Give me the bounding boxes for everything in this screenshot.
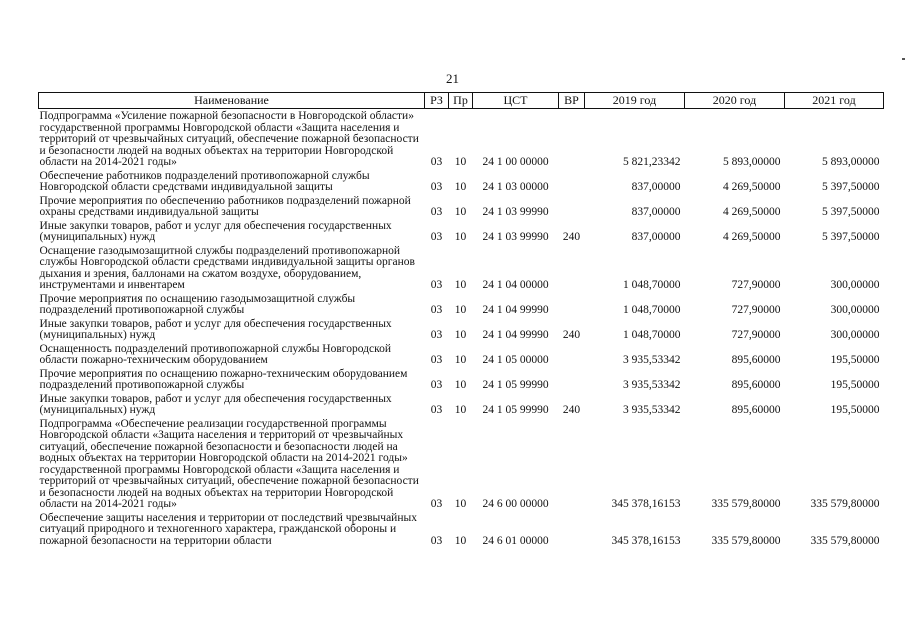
row-cst: 24 1 05 99990 [482,379,549,391]
row-vr [559,292,585,317]
table-row [39,109,884,169]
row-2021: 5 397,50000 [822,231,880,243]
row-2021: 300,00000 [830,304,880,316]
row-vr [559,109,585,169]
budget-table [38,92,884,547]
row-pr: 10 [454,181,467,193]
row-cst: 24 1 04 99990 [482,304,549,316]
row-vr [559,244,585,292]
table-row [39,219,884,244]
row-2019: 345 378,16153 [611,534,681,547]
row-2019: 1 048,70000 [623,304,681,316]
row-vr: 240 [562,231,581,243]
row-2019: 3 935,53342 [623,404,681,416]
row-vr [559,367,585,392]
row-2019: 837,00000 [631,231,681,243]
table-row [39,367,884,392]
row-2020: 335 579,80000 [711,534,781,547]
row-name: Подпрограмма «Обеспечение реализации государственной программы Новгородской области «Защита населения и территорий от чрезвычайных ситуаций, обеспечение пожарной безопасности и безопасности людей на водных объектах на территории Новгородской области на 2014-2021 годы» государственной программы Новгородской области «Защита населения и территорий от чрезвычайных ситуаций, обеспечение пожарной безопасности и безопасности людей на водных объектах на территории Новгородской области на 2014-2021 годы» [39,417,419,510]
row-2020: 4 269,50000 [723,231,781,243]
row-vr [559,417,585,511]
table-row [39,317,884,342]
row-name: Иные закупки товаров, работ и услуг для обеспечения государственных (муниципальных) нужд [39,219,392,243]
row-rz: 03 [430,206,443,218]
row-2021: 335 579,80000 [810,498,880,510]
row-vr: 240 [562,404,581,416]
table-body [39,109,884,548]
row-cst: 24 6 00 00000 [482,498,549,510]
row-name: Оснащение газодымозащитной службы подразделений противопожарной службы Новгородской области средствами индивидуальной защиты органов дыхания и зрения, баллонами на сжатом воздухе, оборудованием, инструментами и инвентарем [39,244,415,291]
row-2021: 300,00000 [830,329,880,341]
row-pr: 10 [454,206,467,218]
row-rz: 03 [430,231,443,243]
row-2019: 5 821,23342 [623,156,681,168]
row-2019: 3 935,53342 [623,354,681,366]
row-rz: 03 [430,379,443,391]
table-row [39,292,884,317]
row-pr: 10 [454,304,467,316]
row-name: Иные закупки товаров, работ и услуг для обеспечения государственных (муниципальных) нужд [39,392,392,416]
row-name: Подпрограмма «Усиление пожарной безопасности в Новгородской области» государственной программы Новгородской области «Защита населения и территорий от чрезвычайных ситуаций, обеспечение пожарной безопасности и безопасности людей на водных объектах на территории Новгородской области на 2014-2021 годы» [39,110,419,168]
row-rz: 03 [430,181,443,193]
table-row [39,417,884,511]
row-cst: 24 1 05 99990 [482,404,549,416]
row-rz: 03 [430,156,443,168]
row-pr: 10 [454,231,467,243]
table-row [39,169,884,194]
row-2020: 895,60000 [731,404,781,416]
row-cst: 24 1 04 99990 [482,329,549,341]
row-pr: 10 [454,329,467,341]
page-number: 21 [446,71,459,86]
table-header-row [39,93,884,109]
table-row [39,244,884,292]
row-2019: 3 935,53342 [623,379,681,391]
row-rz: 03 [430,354,443,366]
row-2020: 4 269,50000 [723,181,781,193]
row-name: Иные закупки товаров, работ и услуг для обеспечения государственных (муниципальных) нужд [39,317,392,341]
row-2021: 195,50000 [830,354,880,366]
header-2021: 2021 год [785,93,884,109]
header-pr: Пр [449,93,473,109]
row-2019: 1 048,70000 [623,279,681,291]
row-2020: 727,90000 [731,279,781,291]
table-row [39,392,884,417]
header-rz: РЗ [425,93,449,109]
row-name: Обеспечение защиты населения и территории от последствий чрезвычайных ситуаций природного и техногенного характера, гражданской обороны и пожарной безопасности на территории области [39,511,417,547]
row-vr [559,511,585,548]
row-name: Прочие мероприятия по обеспечению работников подразделений пожарной охраны средствами индивидуальной защиты [39,194,411,218]
row-2021: 5 397,50000 [822,206,880,218]
row-2020: 727,90000 [731,329,781,341]
row-2021: 335 579,80000 [810,534,880,547]
row-2019: 1 048,70000 [623,329,681,341]
table-row [39,511,884,548]
row-pr: 10 [454,354,467,366]
header-cst: ЦСТ [473,93,559,109]
row-rz: 03 [430,304,443,316]
table-row [39,342,884,367]
row-2019: 837,00000 [631,181,681,193]
row-cst: 24 1 03 00000 [482,181,549,193]
row-vr: 240 [562,329,581,341]
row-cst: 24 6 01 00000 [482,534,549,547]
row-pr: 10 [454,379,467,391]
row-rz: 03 [430,498,443,510]
header-2020: 2020 год [685,93,785,109]
row-name: Оснащенность подразделений противопожарной службы Новгородской области пожарно-техническим оборудованием [39,342,391,366]
row-pr: 10 [454,279,467,291]
row-2021: 5 893,00000 [822,156,880,168]
row-2019: 837,00000 [631,206,681,218]
header-vr: ВР [559,93,585,109]
row-vr [559,169,585,194]
row-2021: 5 397,50000 [822,181,880,193]
row-pr: 10 [454,156,467,168]
row-rz: 03 [430,329,443,341]
row-2020: 727,90000 [731,304,781,316]
row-2020: 5 893,00000 [723,156,781,168]
row-cst: 24 1 03 99990 [482,206,549,218]
row-cst: 24 1 00 00000 [482,156,549,168]
row-name: Прочие мероприятия по оснащению газодымозащитной службы подразделений противопожарной службы [39,292,356,316]
row-rz: 03 [430,279,443,291]
row-name: Прочие мероприятия по оснащению пожарно-техническим оборудованием подразделений противопожарной службы [39,367,408,391]
row-2020: 895,60000 [731,379,781,391]
row-pr: 10 [454,404,467,416]
row-rz: 03 [430,404,443,416]
row-vr [559,194,585,219]
header-2019: 2019 год [585,93,685,109]
row-cst: 24 1 05 00000 [482,354,549,366]
row-cst: 24 1 03 99990 [482,231,549,243]
row-pr: 10 [454,498,467,510]
row-2020: 4 269,50000 [723,206,781,218]
row-rz: 03 [430,534,443,547]
row-vr [559,342,585,367]
row-name: Обеспечение работников подразделений противопожарной службы Новгородской области средствами индивидуальной защиты [39,169,370,193]
table-row [39,194,884,219]
row-2020: 335 579,80000 [711,498,781,510]
row-2021: 300,00000 [830,279,880,291]
row-2021: 195,50000 [830,404,880,416]
row-2020: 895,60000 [731,354,781,366]
row-2019: 345 378,16153 [611,498,681,510]
row-pr: 10 [454,534,467,547]
row-cst: 24 1 04 00000 [482,279,549,291]
header-name: Наименование [39,93,425,109]
row-2021: 195,50000 [830,379,880,391]
